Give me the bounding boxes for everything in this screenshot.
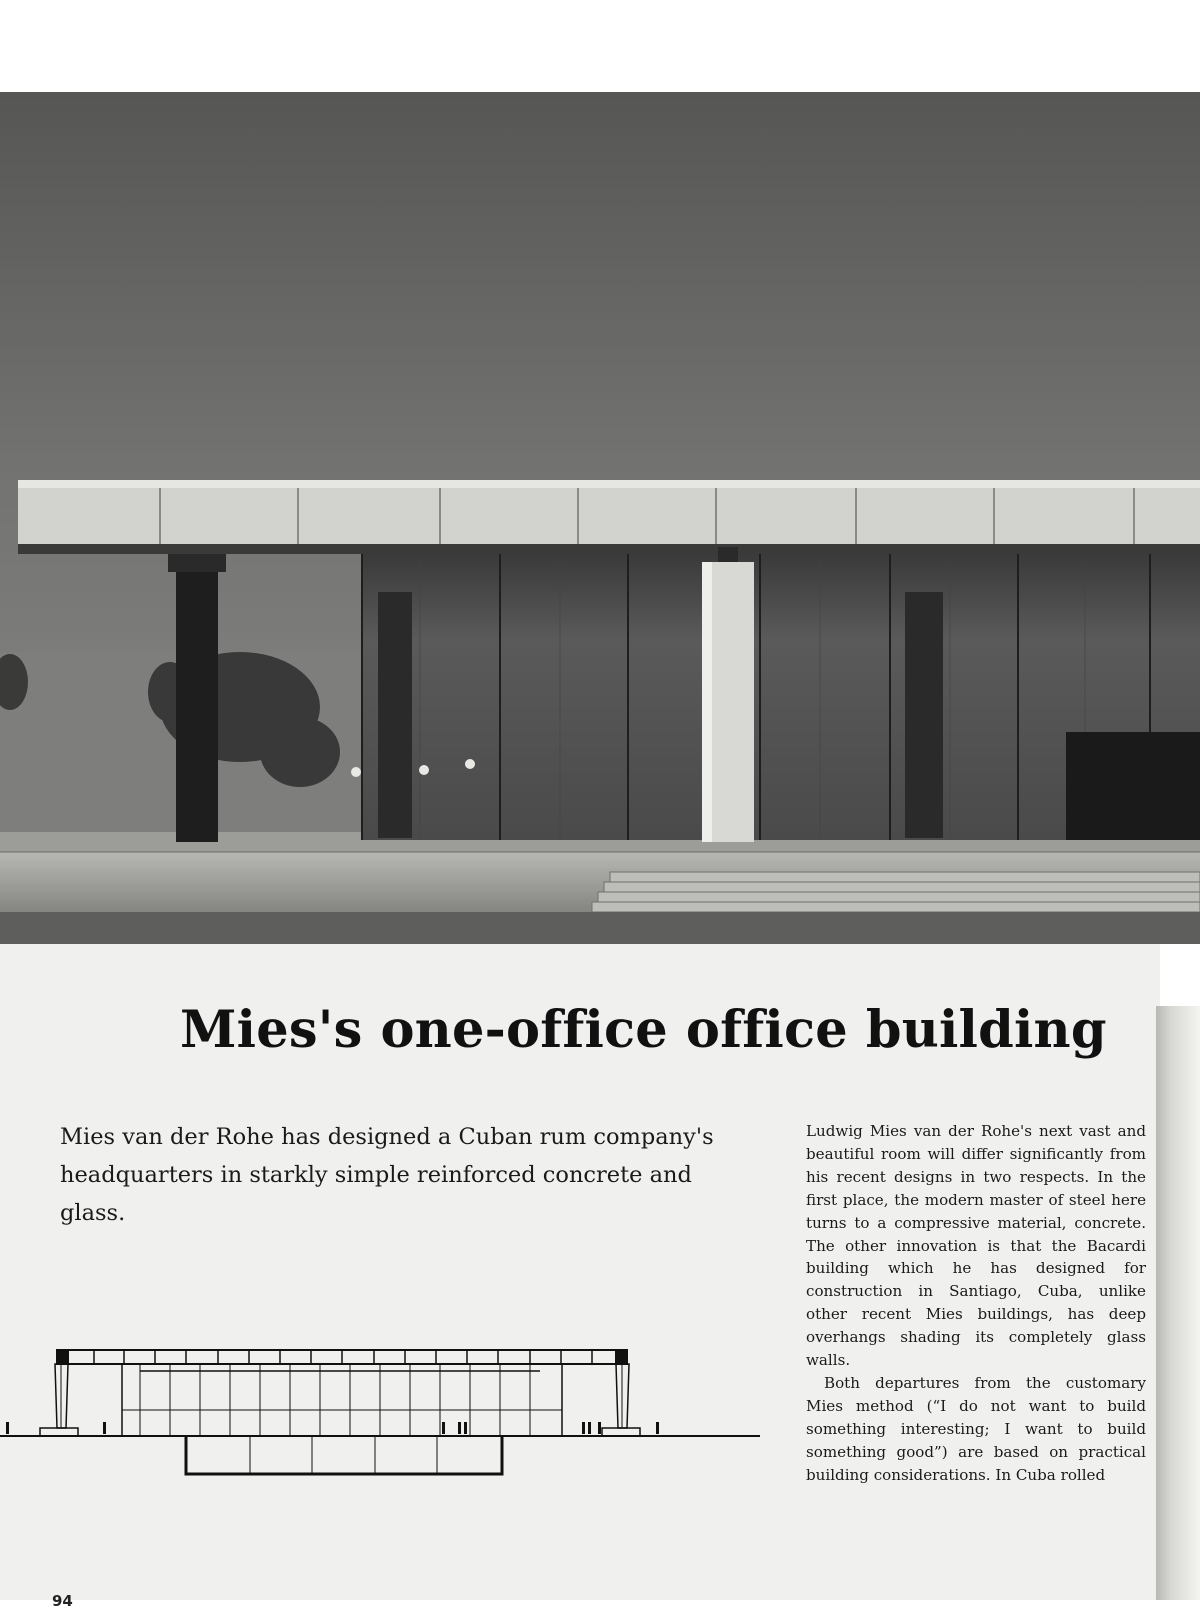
building-section-drawing xyxy=(0,1340,770,1490)
body-paragraph: Ludwig Mies van der Rohe's next vast and beautiful room will differ significantly from his recent designs in two respects. In the first place, the modern master of steel here turns to a compressive material, concrete. The other innovation is that the Bacardi building which he has designed for construction in Santiago, Cuba, unlike other recent Mies buildings, has deep overhangs shading its completely glass walls. xyxy=(806,1122,1146,1370)
body-paragraph: Both departures from the customary Mies method (“I do not want to build something interesting; I want to build something good”) are based on practical building considerations. In Cuba rolled xyxy=(806,1373,1146,1484)
headline: Mies's one-office office building xyxy=(180,1000,1107,1060)
body-column xyxy=(806,1120,1146,1487)
deck-subheading: Mies van der Rohe has designed a Cuban rum company's headquarters in starkly simple reinforced concrete and glass. xyxy=(60,1124,714,1226)
page-number: 94 xyxy=(52,1592,73,1610)
building-model-photo xyxy=(0,92,1200,944)
page-gutter-shadow xyxy=(1156,1006,1200,1600)
